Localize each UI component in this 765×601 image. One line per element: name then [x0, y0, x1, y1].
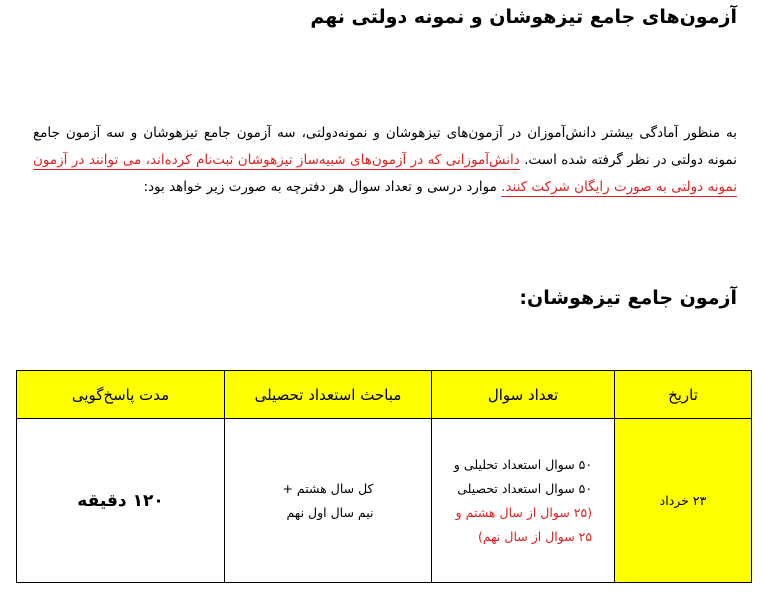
header-duration: مدت پاسخ‌گویی — [17, 371, 225, 419]
intro-text-end: موارد درسی و تعداد سوال هر دفترچه به صورت زیر خواهد بود: — [143, 179, 502, 195]
header-topics: مباحث استعداد تحصیلی — [225, 371, 432, 419]
cell-topics — [225, 419, 432, 583]
table-row — [17, 419, 752, 583]
topic-line: کل سال هشتم + — [282, 480, 374, 496]
question-line: ۵۰ سوال استعداد تحصیلی — [457, 480, 593, 496]
exam-schedule-table — [16, 370, 752, 583]
table-header-row — [17, 371, 752, 419]
cell-date: ۲۳ خرداد — [615, 419, 752, 583]
question-line-highlight: ۲۵ سوال از سال نهم) — [477, 528, 593, 544]
question-line-highlight: (۲۵ سوال از سال هشتم و — [455, 504, 593, 520]
question-line: ۵۰ سوال استعداد تحلیلی و — [453, 456, 593, 472]
cell-duration — [17, 419, 225, 583]
cell-questions — [432, 419, 615, 583]
questions-list — [454, 453, 592, 549]
intro-paragraph — [33, 120, 737, 201]
intro-text-start: به منظور آمادگی بیشتر دانش‌آموزان در آزمون‌های تیزهوشان و نمونه‌دولتی، سه آزمون جامع تیزهوشان و سه آزمون جامع نمونه دولتی در نظر گرفته شده است. — [33, 125, 737, 168]
topics-list — [282, 477, 373, 525]
header-question-count: تعداد سوال — [432, 371, 615, 419]
intro-highlight: دانش‌آموزانی که در آزمون‌های شبیه‌ساز تیزهوشان ثبت‌نام کرده‌اند، می توانند در آزمون نمونه دولتی به صورت رایگان شرکت کنند. — [33, 152, 737, 195]
page-title: آزمون‌های جامع تیزهوشان و نمونه دولتی نهم — [310, 6, 737, 28]
section-title: آزمون جامع تیزهوشان: — [519, 287, 737, 309]
duration-value: ۱۲۰ دقیقه — [77, 490, 164, 511]
topic-line: نیم سال اول نهم — [286, 504, 374, 520]
header-date: تاریخ — [615, 371, 752, 419]
